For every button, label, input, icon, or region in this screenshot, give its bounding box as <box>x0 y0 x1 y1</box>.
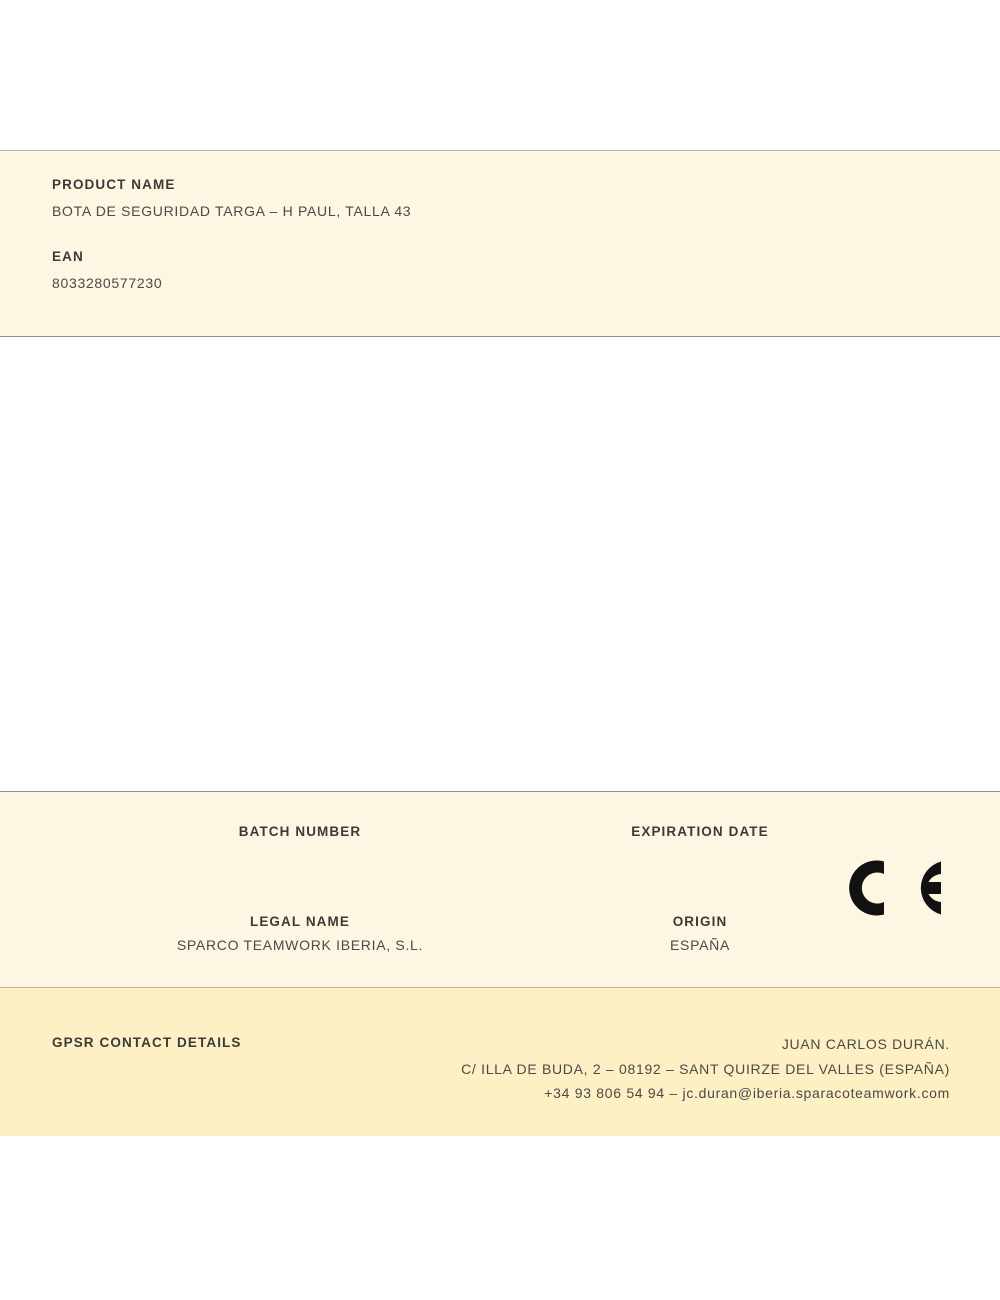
product-info-block <box>0 150 1000 337</box>
batch-number-cell <box>150 824 450 847</box>
expiration-date-label: EXPIRATION DATE <box>631 824 769 839</box>
batch-number-label: BATCH NUMBER <box>238 824 362 839</box>
gpsr-contact-line: C/ ILLA DE BUDA, 2 – 08192 – SANT QUIRZE DEL VALLES (ESPAÑA) <box>461 1060 950 1077</box>
gpsr-contact-line: JUAN CARLOS DURÁN. <box>781 1036 950 1052</box>
gpsr-contact-block <box>0 988 1000 1136</box>
origin-label: ORIGIN <box>672 914 728 929</box>
gpsr-contact-label: GPSR CONTACT DETAILS <box>52 1035 242 1050</box>
legal-name-value: SPARCO TEAMWORK IBERIA, S.L. <box>176 937 424 953</box>
blank-content-area <box>0 337 1000 791</box>
origin-value: ESPAÑA <box>670 937 730 953</box>
product-name-value: BOTA DE SEGURIDAD TARGA – H PAUL, TALLA 43 <box>52 203 412 219</box>
ean-label: EAN <box>52 249 84 264</box>
product-name-label: PRODUCT NAME <box>52 177 176 192</box>
product-meta-block <box>0 791 1000 988</box>
origin-cell <box>550 914 850 953</box>
ean-group <box>52 249 948 291</box>
gpsr-contact-lines <box>461 1032 950 1106</box>
legal-name-cell <box>150 914 450 953</box>
gpsr-contact-line: +34 93 806 54 94 – jc.duran@iberia.sparacoteamwork.com <box>544 1085 950 1101</box>
legal-name-label: LEGAL NAME <box>249 914 350 929</box>
expiration-date-cell <box>550 824 850 847</box>
product-name-group <box>52 177 948 219</box>
ean-value: 8033280577230 <box>52 275 163 291</box>
ce-marking-icon <box>842 852 952 922</box>
